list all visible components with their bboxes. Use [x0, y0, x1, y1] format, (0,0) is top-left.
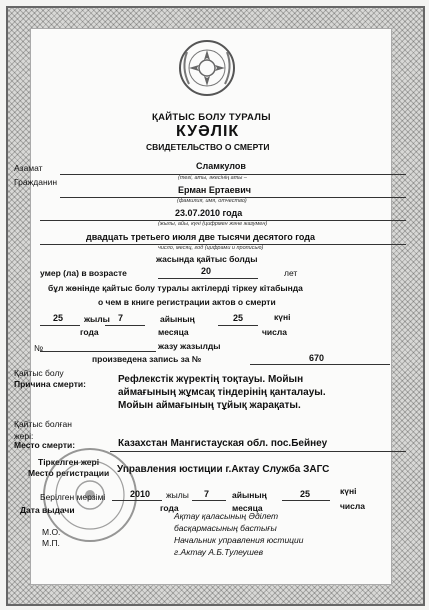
record-number: 670 [309, 353, 325, 363]
issue-month-line [192, 500, 226, 501]
cause-line-3: Мойын аймағының тұйық жарақаты. [118, 400, 301, 411]
issue-year-value: 2010 [130, 489, 151, 499]
cause-line-2: аймағының жұмсақ тіндерінің қанталауы. [118, 387, 326, 398]
registration-value: Управления юстиции г.Актау Служба ЗАГС [117, 464, 330, 475]
registry-month-kk: айының [160, 314, 195, 324]
record-number-line [250, 364, 390, 365]
registry-month-line [105, 325, 145, 326]
given-name-value: Ерман Ертаевич [178, 185, 251, 195]
registry-year-value: 25 [53, 313, 64, 323]
place-value: Казахстан Мангистауская обл. пос.Бейнеу [118, 438, 328, 449]
issue-day-value: 25 [300, 489, 311, 499]
number-sign: № [34, 343, 44, 353]
title-kk: ҚАЙТЫС БОЛУ ТУРАЛЫ [152, 112, 271, 123]
registry-day-line [218, 325, 258, 326]
issue-day-line [282, 500, 330, 501]
issue-year-kk: жылы [166, 490, 189, 500]
state-emblem [177, 38, 237, 98]
age-unit: лет [284, 268, 298, 278]
given-name-hint: (фамилия, имя, отчество) [177, 198, 247, 204]
seal-mark-kk: М.О. [42, 527, 61, 537]
died-label-kk: жасында қайтыс болды [156, 254, 258, 264]
registration-label-kk: Тіркелген жері [38, 457, 100, 467]
cause-label-kk: Қайтыс болу [14, 368, 64, 378]
registry-year-kk: жылы [84, 314, 110, 324]
issue-day-ru: числа [340, 501, 366, 511]
signature-line-3: Начальник управления юстиции [174, 535, 304, 545]
place-line [110, 451, 406, 452]
death-date-words: двадцать третьего июля две тысячи десятого года [86, 232, 316, 242]
place-label-kk: Қайтыс болған [14, 419, 72, 429]
registry-line-ru: о чем в книге регистрации актов о смерти [98, 297, 276, 307]
record-label-ru: произведена запись за № [92, 354, 202, 364]
surname-hint: (тегі, аты, әкесінің аты – [178, 175, 247, 181]
cause-line-1: Рефлекстік жүректің тоқтауы. Мойын [118, 374, 304, 385]
cause-label-ru: Причина смерти: [14, 379, 86, 389]
signature-line-1: Ақтау қаласының Әділет [174, 511, 279, 521]
registry-year-line [40, 325, 80, 326]
registration-label-ru: Место регистрации [28, 468, 110, 478]
place-label-kk-2: жері: [14, 431, 34, 441]
issue-day-kk: күні [340, 486, 357, 496]
age-value: 20 [201, 266, 212, 276]
age-line [158, 278, 258, 279]
registry-month-value: 7 [118, 313, 124, 323]
issue-month-ru: месяца [232, 503, 263, 513]
seal-mark-ru: М.П. [42, 538, 60, 548]
issue-month-value: 7 [204, 489, 210, 499]
signature-line-4: г.Актау А.Б.Тулеушев [174, 547, 264, 557]
registry-day-value: 25 [233, 313, 244, 323]
issue-year-line [112, 500, 162, 501]
title-main: КУӘЛІК [176, 123, 240, 140]
issue-month-kk: айының [232, 490, 267, 500]
registry-month-ru: месяца [158, 327, 189, 337]
registry-year-ru: года [80, 327, 99, 337]
citizen-label-kk: Азамат [14, 163, 43, 173]
signature-line-2: басқармасының бастығы [174, 523, 277, 533]
place-label-ru: Место смерти: [14, 440, 76, 450]
title-ru: СВИДЕТЕЛЬСТВО О СМЕРТИ [146, 142, 270, 152]
written-label-kk: жазу жазылды [158, 341, 221, 351]
issue-label-kk: Берілген мерзімі [40, 492, 106, 502]
death-date-hint-kk: (жылы, айы, күні (цифрмен және жазумен) [158, 221, 268, 227]
surname-value: Сламкулов [196, 161, 246, 171]
death-date-hint-ru: число, месяц, год (цифрами и прописью) [158, 245, 264, 251]
registry-day-ru: числа [262, 327, 288, 337]
registry-line-kk: бұл жөнінде қайтыс болу туралы актілерді тіркеу кітабында [48, 283, 303, 293]
death-date-value: 23.07.2010 года [175, 208, 243, 218]
issue-year-ru: года [160, 503, 179, 513]
issue-label-ru: Дата выдачи [20, 505, 75, 515]
number-sign-line [40, 351, 156, 352]
age-label: умер (ла) в возрасте [40, 268, 127, 278]
citizen-label-ru: Гражданин [14, 177, 58, 187]
registry-day-kk: күні [274, 312, 291, 322]
